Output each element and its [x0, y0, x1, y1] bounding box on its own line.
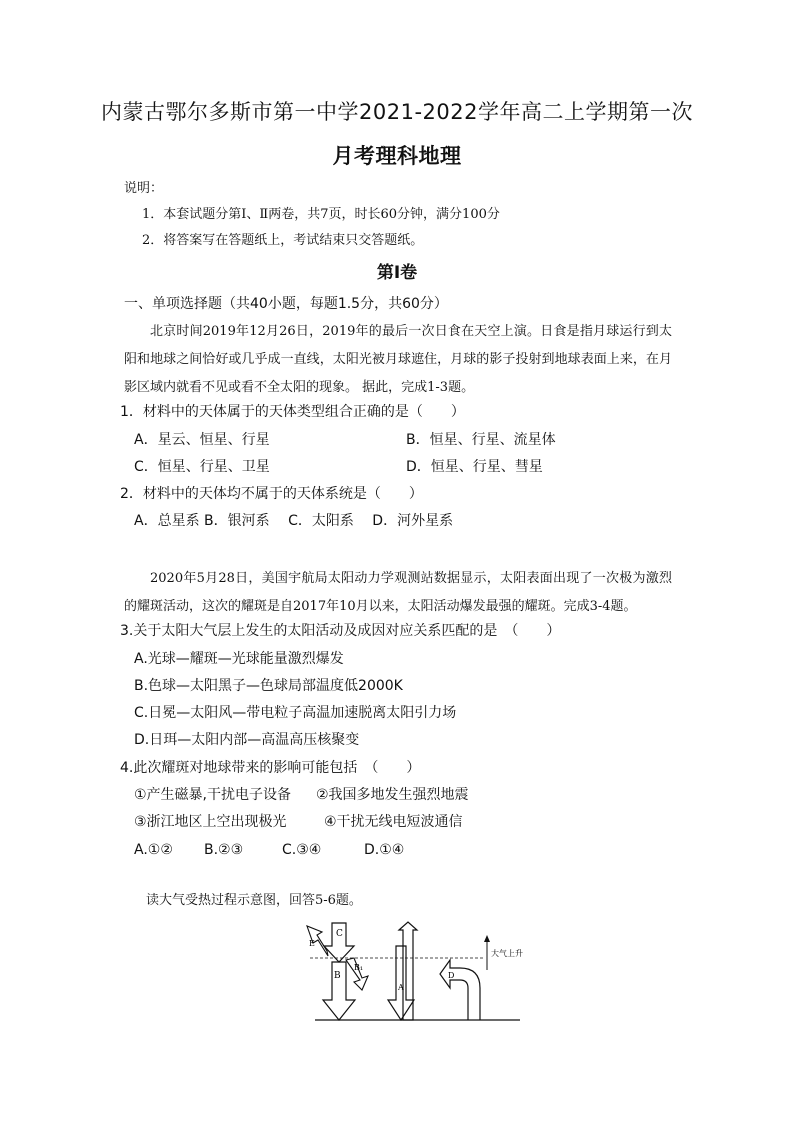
question-4-option-b: B.②③ [204, 842, 244, 858]
exam-title-line1: 内蒙古鄂尔多斯市第一中学2021-2022学年高二上学期第一次 [101, 100, 693, 124]
passage-1: 北京时间2019年12月26日，2019年的最后一次日食在天空上演。日食是指月球运行到太阳和地球之间恰好或几乎成一直线，太阳光被月球遮住，月球的影子投射到地球表面上来，在月影区域内就看不见或看不全太阳的现象。 据此，完成1-3题。 [124, 324, 672, 395]
label-a: A [398, 983, 404, 992]
passage-2: 2020年5月28日，美国宇航局太阳动力学观测站数据显示，太阳表面出现了一次极为激烈的耀斑活动，这次的耀斑是自2017年10月以来，太阳活动爆发最强的耀斑。完成3-4题。 [124, 571, 672, 614]
instructions-label: 说明： [124, 181, 164, 196]
instruction-item-2: 2．将答案写在答题纸上，考试结束只交答题纸。 [142, 233, 424, 248]
question-4-option-a: A.①② [134, 842, 173, 858]
question-2-options: A．总星系 B．银河系 C．太阳系 D．河外星系 [134, 513, 454, 529]
question-1-option-a: A．星云、恒星、行星 [134, 432, 270, 448]
question-3-option-a: A.光球—耀斑—光球能量激烈爆发 [134, 651, 344, 667]
question-4-option-d: D.①④ [364, 842, 405, 858]
label-e: E [309, 939, 315, 948]
question-4-statement-4: ④干扰无线电短波通信 [324, 814, 463, 830]
passage-3: 读大气受热过程示意图，回答5-6题。 [146, 893, 362, 908]
instruction-item-1: 1．本套试题分第Ⅰ、Ⅱ两卷，共7页，时长60分钟，满分100分 [142, 207, 500, 222]
question-3-option-d: D.日珥—太阳内部—高温高压核聚变 [134, 732, 360, 748]
question-3-option-b: B.色球—太阳黑子—色球局部温度低2000K [134, 678, 403, 694]
label-b1: B₁ [354, 963, 364, 972]
question-1-option-b: B．恒星、行星、流星体 [406, 432, 556, 448]
part1-title: 一、单项选择题（共40小题，每题1.5分，共60分） [124, 296, 448, 312]
question-4-statement-2: ②我国多地发生强烈地震 [316, 787, 469, 803]
label-b: B [334, 971, 341, 981]
question-2-stem: 2．材料中的天体均不属于的天体系统是（ ） [120, 486, 423, 502]
question-1-option-c: C．恒星、行星、卫星 [134, 459, 270, 475]
section-title: 第Ⅰ卷 [376, 263, 418, 283]
question-1-stem: 1．材料中的天体属于的天体类型组合正确的是（ ） [120, 404, 465, 420]
label-atmosphere-rise: 大气上升 [491, 949, 523, 958]
label-d: D [448, 971, 455, 980]
rise-arrow-head [484, 935, 490, 942]
question-4-statement-1: ①产生磁暴,干扰电子设备 [134, 787, 292, 803]
question-3-option-c: C.日冕—太阳风—带电粒子高温加速脱离太阳引力场 [134, 705, 457, 721]
arrow-up [399, 922, 417, 1020]
exam-title-line2: 月考理科地理 [332, 144, 462, 168]
question-3-stem: 3.关于太阳大气层上发生的太阳活动及成因对应关系匹配的是 （ ） [120, 623, 561, 639]
atmosphere-heating-diagram [280, 918, 540, 1028]
question-4-stem: 4.此次耀斑对地球带来的影响可能包括 （ ） [120, 760, 421, 776]
question-1-option-d: D．恒星、行星、彗星 [406, 459, 543, 475]
question-4-statement-3: ③浙江地区上空出现极光 [134, 814, 287, 830]
label-c: C [336, 929, 343, 939]
arrow-d [440, 960, 480, 1020]
question-4-option-c: C.③④ [282, 842, 322, 858]
